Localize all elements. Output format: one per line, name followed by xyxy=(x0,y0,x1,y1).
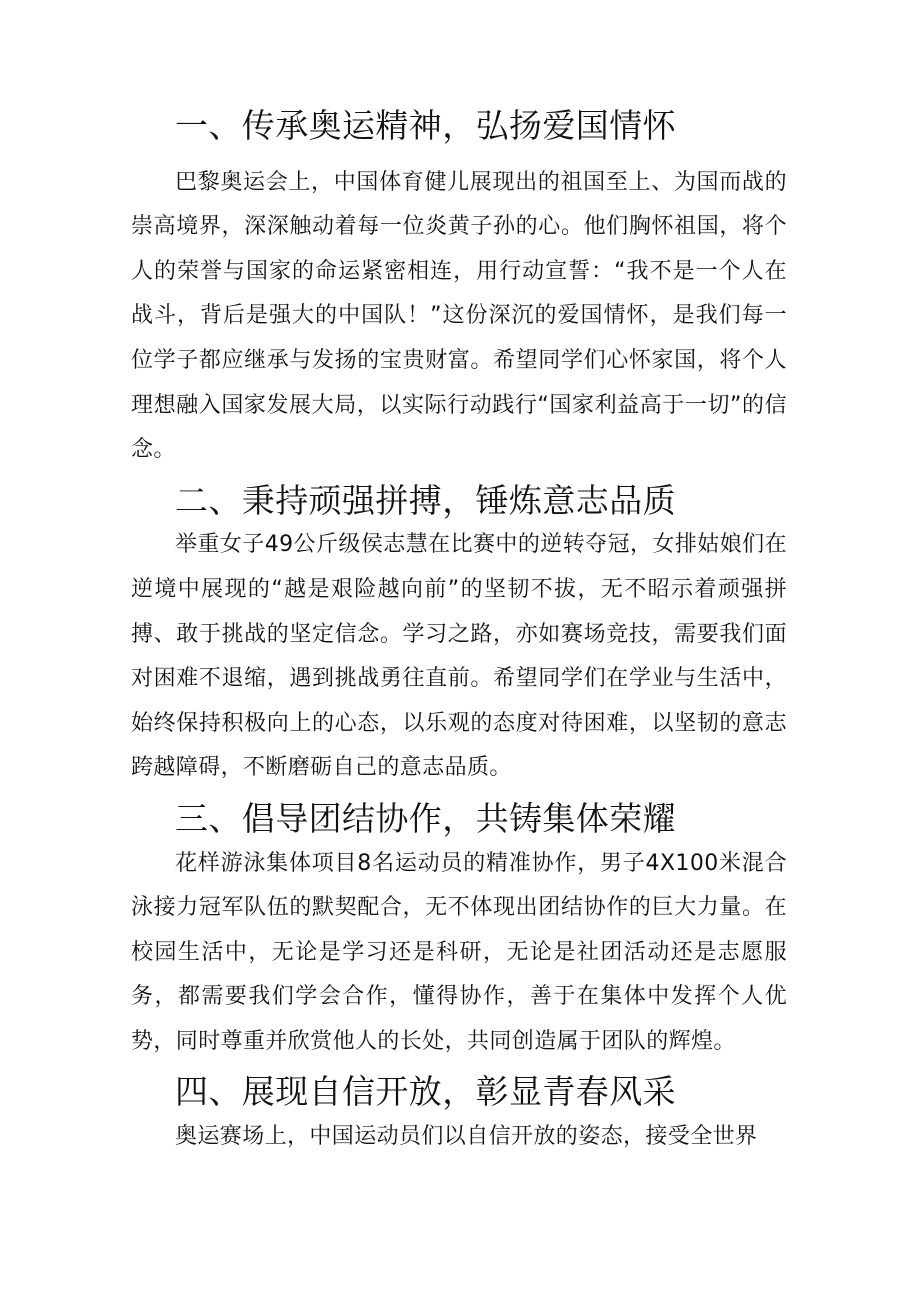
section-paragraph-4: 奥运赛场上，中国运动员们以自信开放的姿态，接受全世界 xyxy=(175,1124,758,1150)
section-heading-1: 一、传承奥运精神，弘扬爱国情怀 xyxy=(175,106,676,145)
document-body xyxy=(131,104,787,1160)
section-paragraph-2: 举重女子49公斤级侯志慧在比赛中的逆转夺冠，女排姑娘们在逆境中展现的“越是艰险越向前”的坚韧不拔，无不昭示着顽强拼搏、敢于挑战的坚定信念。学习之路，亦如赛场竞技，需要我们面对困难不退缩，遇到挑战勇往直前。希望同学们在学业与生活中，始终保持积极向上的心态，以乐观的态度对待困难，以坚韧的意志跨越障碍，不断磨砺自己的意志品质。 xyxy=(131,532,787,781)
section-paragraph-1: 巴黎奥运会上，中国体育健儿展现出的祖国至上、为国而战的崇高境界，深深触动着每一位炎黄子孙的心。他们胸怀祖国，将个人的荣誉与国家的命运紧密相连，用行动宣誓：“我不是一个人在战斗，背后是强大的中国队！”这份深沉的爱国情怀，是我们每一位学子都应继承与发扬的宝贵财富。希望同学们心怀家国，将个人理想融入国家发展大局，以实际行动践行“国家利益高于一切”的信念。 xyxy=(131,169,788,463)
section-paragraph-3: 花样游泳集体项目8名运动员的精准协作，男子4X100米混合泳接力冠军队伍的默契配合，无不体现出团结协作的巨大力量。在校园生活中，无论是学习还是科研，无论是社团活动还是志愿服务，都需要我们学会合作，懂得协作，善于在集体中发挥个人优势，同时尊重并欣赏他人的长处，共同创造属于团队的辉煌。 xyxy=(131,850,787,1054)
section-heading-3: 三、倡导团结协作，共铸集体荣耀 xyxy=(175,798,676,838)
section-heading-2: 二、秉持顽强拼搏，锤炼意志品质 xyxy=(175,480,676,520)
section-heading-4: 四、展现自信开放，彰显青春风采 xyxy=(175,1072,676,1112)
